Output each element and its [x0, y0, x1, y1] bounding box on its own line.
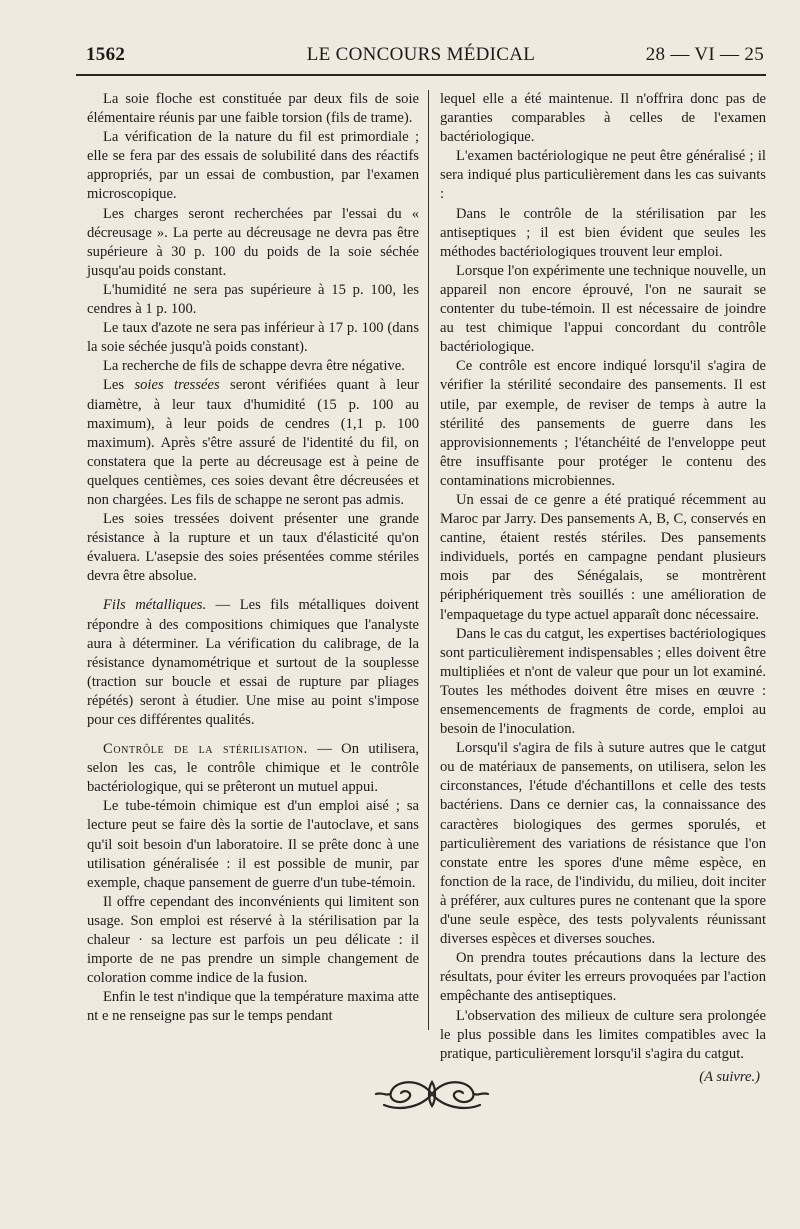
paragraph: Enfin le test n'indique que la température maxima atte nt e ne renseigne pas sur le temps pendant: [87, 989, 419, 1025]
paragraph: Dans le contrôle de la stérilisation par les antiseptiques ; il est bien évident que seules les méthodes bactériologiques trouvent leur emploi.: [440, 205, 766, 260]
paragraph: La soie floche est constituée par deux fils de soie élémentaire réunis par une faible torsion (fils de trame).: [87, 91, 419, 127]
right-column: [440, 90, 766, 1087]
paragraph: lequel elle a été maintenue. Il n'offrira donc pas de garanties comparables à celles de l'examen bactériologique.: [440, 91, 766, 146]
paragraph: L'humidité ne sera pas supérieure à 15 p. 100, les cendres à 1 p. 100.: [87, 281, 419, 318]
paragraph: La recherche de fils de schappe devra être négative.: [103, 358, 405, 375]
paragraph: L'examen bactériologique ne peut être généralisé ; il sera indiqué plus particulièrement dans les cas suivants :: [440, 148, 766, 203]
issue-date: 28 — VI — 25: [645, 44, 764, 65]
text-run: Les: [103, 377, 135, 394]
paragraph: On prendra toutes précautions dans la lecture des résultats, pour éviter les erreurs provoquées par l'action empêchante des antiseptiques.: [440, 950, 766, 1005]
paragraph: Lorsque l'on expérimente une technique nouvelle, un appareil non encore éprouvé, l'on ne saurait se contenter du tube-témoin. Il est nécessaire de joindre au test chimique l'appui concordant du contrôle bactériologique.: [440, 262, 766, 356]
journal-title: LE CONCOURS MÉDICAL: [306, 44, 536, 65]
paragraph: Ce contrôle est encore indiqué lorsqu'il s'agira de vérifier la stérilité secondaire des pansements. Il est utile, par exemple, de reviser de temps à autre la stérilité des pansements de guerre dans les approvisionnements ; l'étanchéité de l'enveloppe peut être insuffisante pour protéger le contenu des contaminations microbiennes.: [440, 358, 766, 489]
paragraph: Dans le cas du catgut, les expertises bactériologiques sont particulièrement indispensables ; elles doivent être multipliées et n'ont de valeur que pour un lot examiné. Toutes les méthodes doivent être mises en œuvre : ensemencements de fragments de corde, emploi au besoin de l'inoculation.: [440, 625, 766, 738]
section-heading-fils-metalliques: Fils métalliques.: [103, 597, 207, 614]
paragraph: Les charges seront recherchées par l'essai du « décreusage ». La perte au décreusage ne devra pas être supérieure à 30 p. 100 du poids de la soie séchée jusqu'au poids constant.: [87, 205, 419, 279]
paragraph: Les soies tressées doivent présenter une grande résistance à la rupture et un taux d'élasticité qu'on évaluera. L'asepsie des soies présentées comme stériles devra être absolue.: [87, 511, 419, 585]
text-run: — Les fils métalliques doivent répondre à des compositions chimiques que l'analyste aura à déterminer. La vérification du calibrage, de la résistance dynamométrique et surtout de la souplesse (traction sur boucle et essai de rupture par pliages répétés) seront à étudier. Une mise au point s'impose pour ces différentes qualités.: [87, 597, 419, 728]
paragraph: Lorsqu'il s'agira de fils à suture autres que le catgut ou de matériaux de pansements, on utilisera, selon les circonstances, l'étude d'échantillons et celle des tests bactériens. Dans ce dernier cas, la connaissance des caractères biologiques des germes sporulés, et particulièrement des variations de résistance que l'on constate entre les spores d'une même espèce, en fonction de la race, de l'individu, du milieu, doit inciter à préférer, aux cultures pures ne contenant que la spore d'une seule espèce, des tests polyvalents réunissant diverses espèces et diverses souches.: [440, 740, 766, 948]
paragraph: [87, 740, 419, 797]
emphasis-soies-tressees: soies tressées: [134, 377, 220, 394]
paragraph: [87, 596, 419, 730]
to-be-continued-note: (A suivre.): [699, 1068, 760, 1085]
paragraph: Un essai de ce genre a été pratiqué récemment au Maroc par Jarry. Des pansements A, B, C, conservés en cantine, étaient restés stériles. Des pansements individuels, portés en campagne pendant plusieurs mois par des Sénégalais, se montrèrent périphériquement très souillés : une amélioration de l'empaquetage du type actuel apparaît donc nécessaire.: [440, 491, 766, 623]
text-run: — On utilisera, selon les cas, le contrôle chimique et le contrôle bactériologique, qui se prêteront un mutuel appui.: [87, 741, 419, 796]
decorative-ornament-icon: [372, 1072, 492, 1116]
left-column: [87, 90, 419, 1027]
section-heading-controle-sterilisation: Contrôle de la stérilisation.: [103, 741, 308, 758]
column-divider: [428, 90, 429, 1030]
paragraph: [87, 376, 419, 510]
text-run: seront vérifiées quant à leur diamètre, à leur taux d'humidité (15 p. 100 au maximum), à leur poids de cendres (1,1 p. 100 maximum). Après s'être assuré de l'identité du fil, on constatera que la perte au décreusage est à peine de quelques centièmes, ces soies devant être décreusées et non chargées. Les fils de schappe ne seront pas admis.: [87, 377, 419, 508]
page-header: [78, 44, 764, 70]
paragraph: La vérification de la nature du fil est primordiale ; elle se fera par des essais de solubilité dans des réactifs appropriés, par un essai de combustion, par l'examen microscopique.: [87, 129, 419, 203]
page-number: 1562: [86, 44, 126, 65]
paragraph: Il offre cependant des inconvénients qui limitent son usage. Son emploi est réservé à la stérilisation par la chaleur · sa lecture est parfois un peu délicate : il importe de ne pas prendre un simple changement de coloration comme indice de la fusion.: [87, 893, 419, 987]
header-rule: [76, 74, 766, 76]
paragraph: L'observation des milieux de culture sera prolongée le plus possible dans les limites compatibles avec la pratique, particulièrement lorsqu'il s'agira du catgut.: [440, 1007, 766, 1062]
paragraph: Le taux d'azote ne sera pas inférieur à 17 p. 100 (dans la soie séchée jusqu'à poids constant).: [87, 320, 419, 356]
paragraph: Le tube-témoin chimique est d'un emploi aisé ; sa lecture peut se faire dès la sortie de l'autoclave, et sans qu'il soit besoin d'un laboratoire. Il se prête donc à une utilisation généralisée : il est possible de munir, par exemple, chaque pansement de guerre d'un tube-témoin.: [87, 798, 419, 891]
